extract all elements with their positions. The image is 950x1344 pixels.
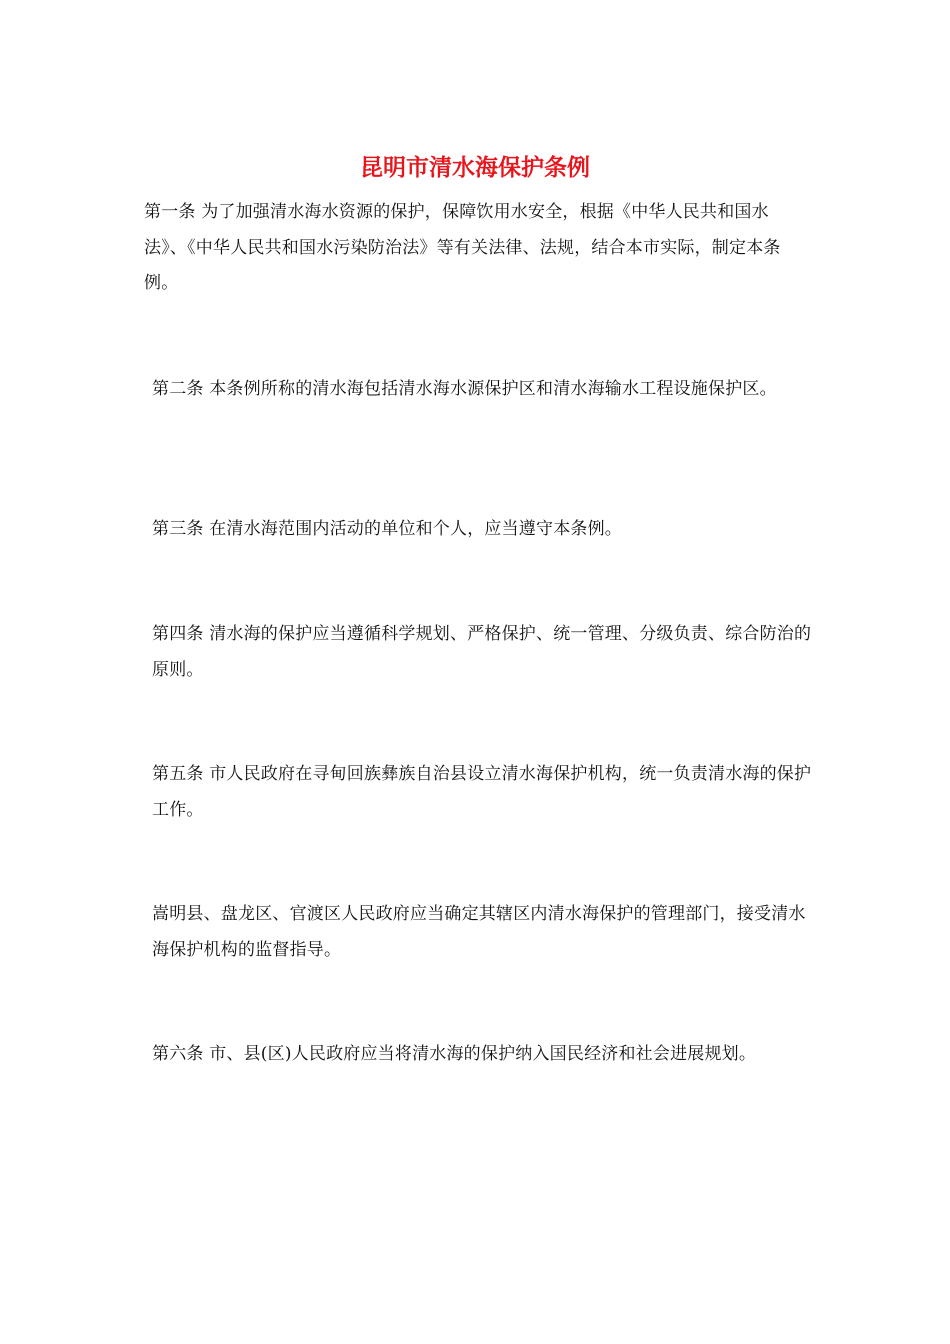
article-6-paragraph: 第六条 市、县(区)人民政府应当将清水海的保护纳入国民经济和社会进展规划。 (152, 1044, 757, 1064)
article-5-paragraph: 第五条 市人民政府在寻甸回族彝族自治县设立清水海保护机构，统一负责清水海的保护工作。 (152, 764, 812, 820)
article-4-paragraph: 第四条 清水海的保护应当遵循科学规划、严格保护、统一管理、分级负责、综合防治的原则。 (152, 624, 812, 680)
document-title: 昆明市清水海保护条例 (360, 154, 590, 181)
article-5-second-paragraph: 嵩明县、盘龙区、官渡区人民政府应当确定其辖区内清水海保护的管理部门，接受清水海保护机构的监督指导。 (152, 904, 806, 960)
article-1-paragraph: 第一条 为了加强清水海水资源的保护，保障饮用水安全，根据《中华人民共和国水法》、《中华人民共和国水污染防治法》等有关法律、法规，结合本市实际，制定本条例。 (144, 202, 781, 293)
article-2-paragraph: 第二条 本条例所称的清水海包括清水海水源保护区和清水海输水工程设施保护区。 (152, 379, 777, 399)
article-3-paragraph: 第三条 在清水海范围内活动的单位和个人，应当遵守本条例。 (152, 519, 623, 539)
